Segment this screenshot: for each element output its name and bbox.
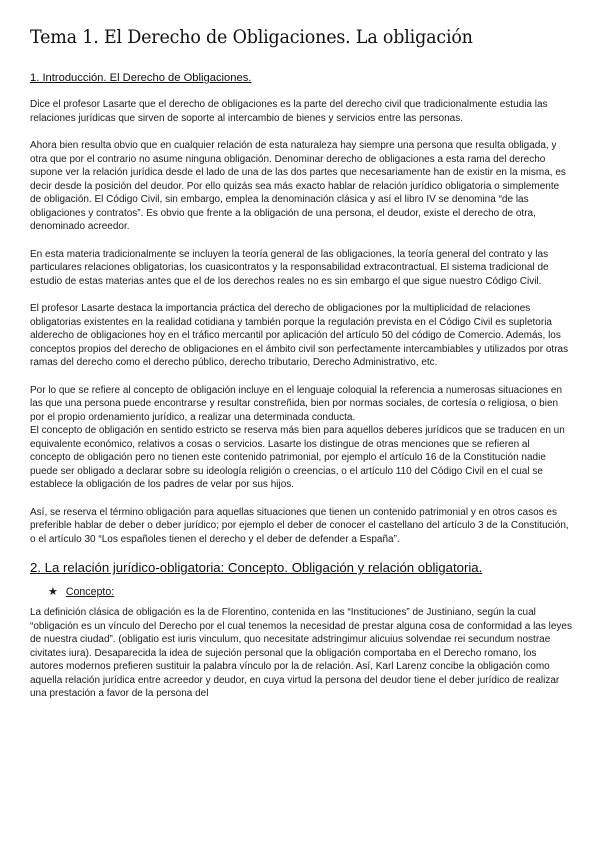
section-1-heading: 1. Introducción. El Derecho de Obligaciones. xyxy=(30,72,252,84)
section-2-heading: 2. La relación jurídico-obligatoria: Concepto. Obligación y relación obligatoria. xyxy=(30,560,483,575)
paragraph-3: En esta materia tradicionalmente se incluyen la teoría general de las obligaciones, la teoría general del contrato y las particulares relaciones obligatorias, los cuasicontratos y la responsabilidad extracontractual. El sistema tradicional de estudio de estas materias antes que el de los derechos reales no es sin embargo el que sigue nuestro Código Civil. xyxy=(30,248,549,287)
paragraph-5: Por lo que se refiere al concepto de obligación incluye en el lenguaje coloquial la referencia a numerosas situaciones en las que una persona puede encontrarse y resultar constreñida, bien por normas sociales, de cortesía o religiosa, o bien por el propio ordenamiento jurídico, a realizar una determinada conducta. xyxy=(30,384,563,423)
paragraph-2: Ahora bien resulta obvio que en cualquier relación de esta naturaleza hay siempre una persona que resulta obligada, y otra que por el contrario no asume ninguna obligación. Denominar derecho de obligaciones a esta rama del derecho supone ver la relación jurídica desde el lado de una de las dos partes que necesariamente han de existir en la misma, es decir desde la posición del deudor. Por ello quizás sea más exacto hablar de relación jurídico obligatoria o simplemente de obligación. El Código Civil, sin embargo, emplea la denominación clásica y así el libro IV se denomina “de las obligaciones y contratos”. Es obvio que frente a la obligación de una persona, el deudor, existe el derecho de otra, denominado acreedor. xyxy=(30,140,566,232)
concept-bullet xyxy=(48,585,572,598)
star-icon: ★ xyxy=(48,586,58,598)
concept-label: Concepto: xyxy=(65,585,115,598)
paragraph-7: Así, se reserva el término obligación para aquellas situaciones que tienen un contenido patrimonial y en otros casos es preferible hablar de deber o deber jurídico; por ejemplo el deber de conocer el castellano del artículo 3 de la Constitución, o el artículo 30 “Los españoles tienen el derecho y el deber de defender a España”. xyxy=(30,506,569,545)
paragraph-4: El profesor Lasarte destaca la importancia práctica del derecho de obligaciones por la multiplicidad de relaciones obligatorias existentes en la realidad cotidiana y también porque la regulación prevista en el Código Civil es supletoria alderecho de obligaciones hoy en el tráfico mercantil por aplicación del artículo 50 del código de Comercio. Además, los conceptos propios del derecho de obligaciones en el ámbito civil son perfectamente intercambiables y utilizados por otras ramas del derecho como el derecho público, derecho tributario, Derecho Administrativo, etc. xyxy=(30,303,569,368)
paragraph-1: Dice el profesor Lasarte que el derecho de obligaciones es la parte del derecho civil que tradicionalmente estudia las relaciones jurídicas que sirven de soporte al intercambio de bienes y servicios entre las personas. xyxy=(30,99,548,124)
paragraph-6: El concepto de obligación en sentido estricto se reserva más bien para aquellos deberes jurídicos que se traducen en un equivalente económico, relativos a cosas o servicios. Lasarte los distingue de otras menciones que se refieren al concepto de obligación pero no tienen este contenido patrimonial, por ejemplo el artículo 16 de la Constitución nadie puede ser obligado a declarar sobre su ideología religión o creencias, o el artículo 110 del Código Civil en el cual se establece la obligación de los padres de velar por sus hijos. xyxy=(30,425,565,490)
paragraph-8: La definición clásica de obligación es la de Florentino, contenida en las “Instituciones” de Justiniano, según la cual “obligación es un vínculo del Derecho por el cual tenemos la necesidad de prestar alguna cosa de conformidad a las leyes de nuestra ciudad”. (obligatio est iuris vinculum, quo necesitate adstringimur alicuius solvendae rei secundum nostrae civitates iura). Desaparecida la idea de sujeción personal que la obligación comportaba en el Derecho romano, los autores modernos prefieren sustituir la palabra vínculo por la de relación. Así, Karl Larenz concibe la obligación como aquella relación jurídica entre acreedor y deudor, en cuya virtud la persona del deudor tiene el deber jurídico de realizar una prestación a favor de la persona del xyxy=(30,607,572,699)
document-page xyxy=(30,26,572,715)
document-title: Tema 1. El Derecho de Obligaciones. La obligación xyxy=(30,26,473,48)
